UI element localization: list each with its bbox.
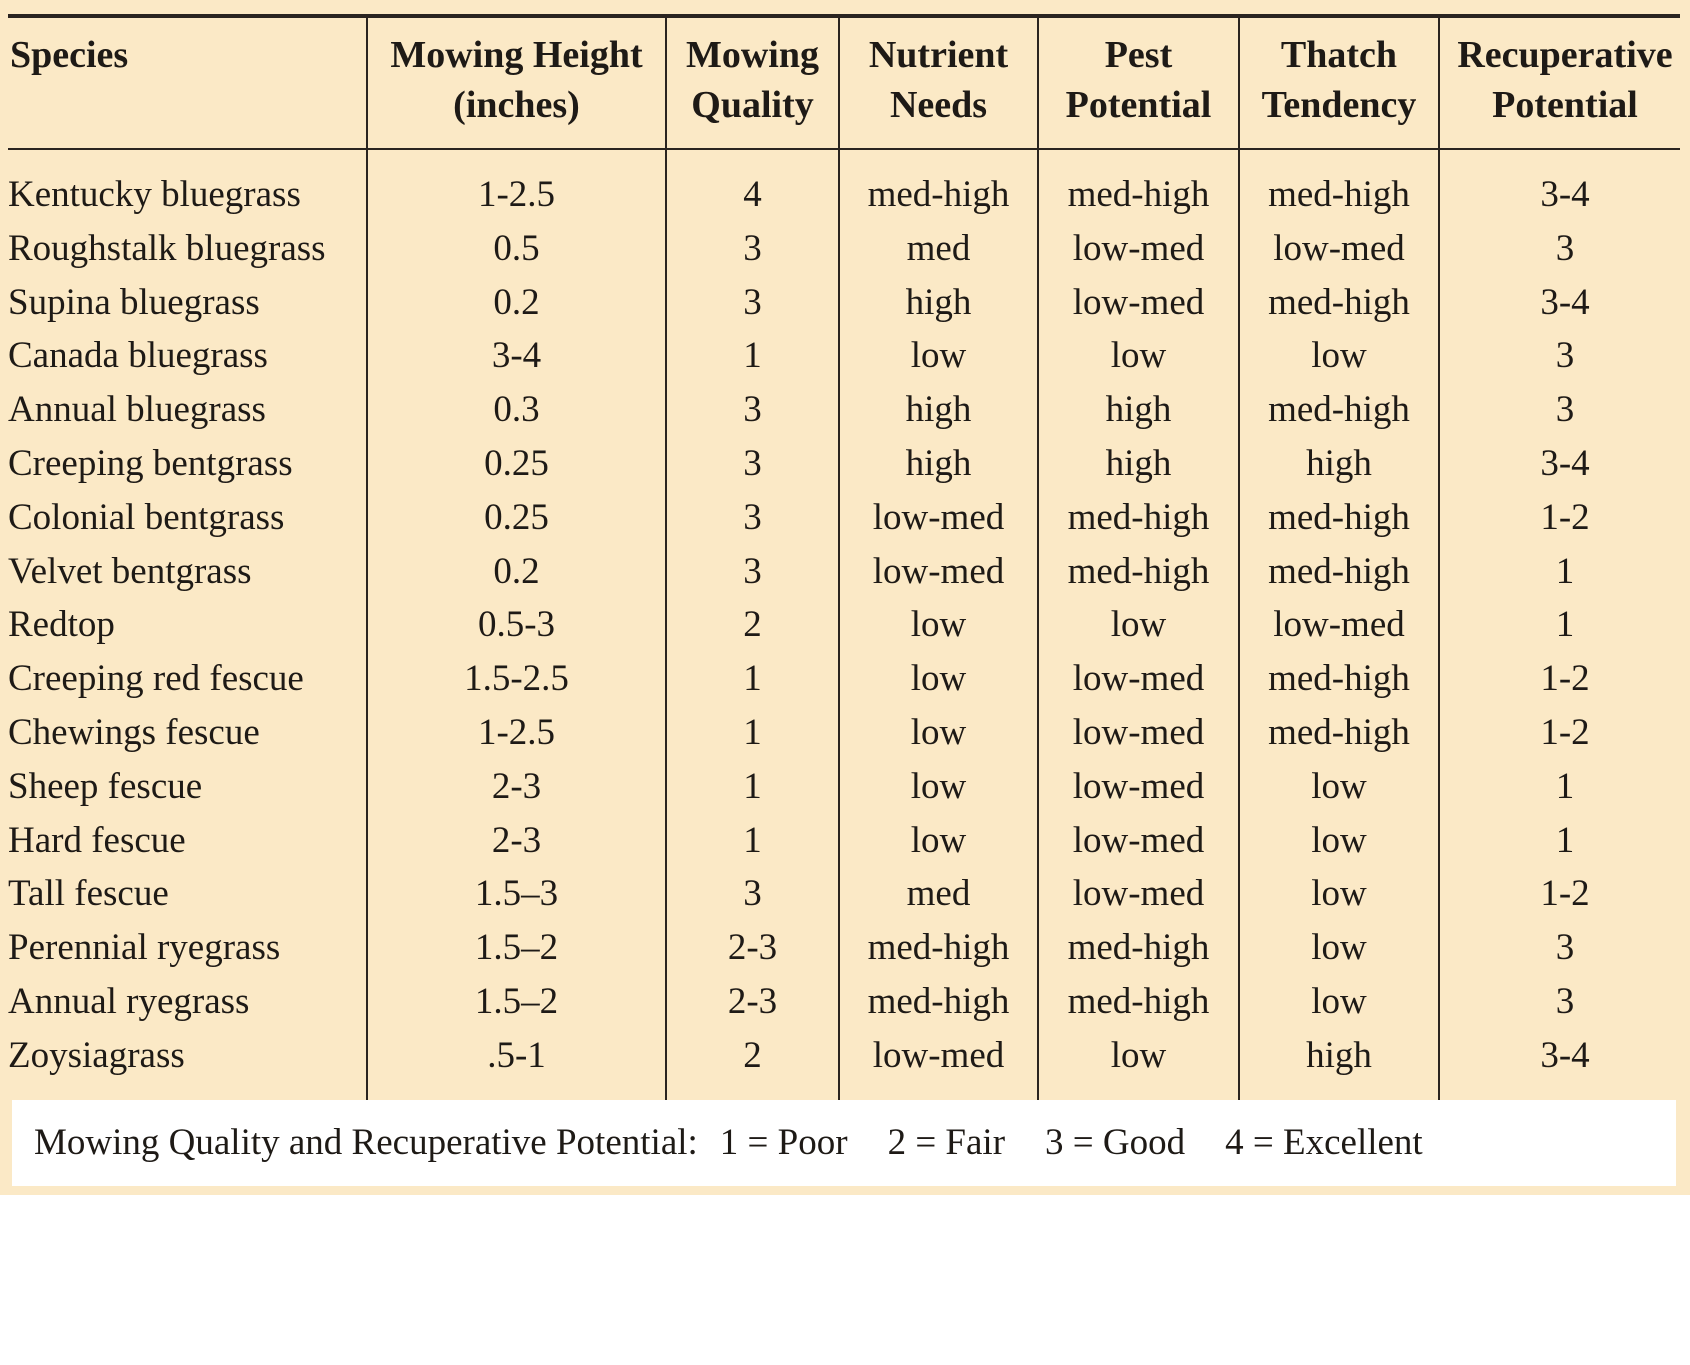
cell-mowing-quality: 1	[743, 658, 762, 700]
cell-species: Perennial ryegrass	[8, 927, 281, 969]
footnote-item: 2 = Fair	[887, 1122, 1006, 1163]
cell-mowing-quality: 2-3	[727, 981, 778, 1022]
table-row	[0, 437, 1690, 491]
cell-mowing-height: 3-4	[491, 335, 542, 377]
footnote	[34, 1116, 1423, 1170]
cell-species: Creeping red fescue	[8, 658, 304, 700]
cell-pest-potential: low-med	[1072, 765, 1205, 807]
cell-species: Supina bluegrass	[8, 281, 260, 323]
cell-recuperative-potential: 1	[1555, 765, 1575, 807]
cell-nutrient-needs: low	[910, 765, 967, 807]
cell-mowing-quality: 1	[743, 335, 762, 377]
cell-species: Colonial bentgrass	[8, 496, 285, 538]
cell-nutrient-needs: low-med	[872, 496, 1005, 538]
cell-mowing-height: .5-1	[487, 1034, 546, 1076]
cell-pest-potential: med-high	[1067, 174, 1210, 215]
cell-mowing-height: 0.5-3	[477, 604, 556, 646]
cell-recuperative-potential: 3	[1555, 335, 1575, 377]
cell-pest-potential: high	[1105, 443, 1172, 484]
cell-thatch-tendency: med-high	[1268, 550, 1410, 592]
cell-nutrient-needs: low	[910, 335, 967, 377]
cell-nutrient-needs: low-med	[872, 1034, 1005, 1076]
cell-nutrient-needs: high	[905, 389, 972, 431]
header-pest-potential: Pest Potential	[1065, 34, 1212, 126]
table-row	[0, 1029, 1690, 1083]
cell-thatch-tendency: low-med	[1273, 604, 1405, 646]
header-thatch-tendency: Thatch Tendency	[1261, 34, 1417, 126]
table-row	[0, 545, 1690, 599]
cell-nutrient-needs: low	[910, 819, 967, 861]
table-row	[0, 652, 1690, 706]
cell-thatch-tendency: low-med	[1273, 227, 1405, 269]
cell-recuperative-potential: 1-2	[1540, 496, 1590, 538]
table-row	[0, 168, 1690, 222]
cell-species: Roughstalk bluegrass	[8, 227, 326, 269]
footnote-box	[12, 1100, 1676, 1186]
header-nutrient-needs: Nutrient Needs	[868, 34, 1009, 126]
cell-recuperative-potential: 1	[1555, 604, 1575, 646]
cell-mowing-quality: 1	[743, 765, 762, 807]
cell-thatch-tendency: low	[1311, 873, 1367, 915]
cell-species: Velvet bentgrass	[8, 550, 252, 592]
table-row	[0, 598, 1690, 652]
cell-mowing-height: 1.5-2.5	[464, 658, 569, 700]
cell-recuperative-potential: 3	[1555, 389, 1575, 431]
cell-thatch-tendency: low	[1311, 927, 1367, 969]
cell-species: Tall fescue	[8, 873, 169, 915]
footnote-item: 3 = Good	[1045, 1122, 1186, 1163]
table-row	[0, 706, 1690, 760]
cell-mowing-height: 2-3	[491, 765, 542, 807]
table-row	[0, 867, 1690, 921]
cell-mowing-height: 0.5	[493, 227, 540, 269]
cell-pest-potential: low-med	[1072, 819, 1205, 861]
cell-mowing-height: 1.5–3	[474, 873, 559, 915]
cell-thatch-tendency: high	[1306, 443, 1372, 484]
cell-recuperative-potential: 3-4	[1540, 281, 1590, 323]
cell-recuperative-potential: 3-4	[1540, 174, 1590, 215]
cell-mowing-height: 1-2.5	[477, 712, 556, 753]
cell-mowing-height: 0.2	[493, 550, 540, 592]
table-row	[0, 760, 1690, 814]
cell-nutrient-needs: med-high	[867, 981, 1010, 1022]
cell-nutrient-needs: med-high	[867, 174, 1010, 215]
cell-species: Zoysiagrass	[8, 1034, 185, 1076]
cell-thatch-tendency: med-high	[1268, 281, 1410, 323]
header-species: Species	[10, 34, 129, 76]
cell-species: Chewings fescue	[8, 712, 260, 753]
table-row	[0, 814, 1690, 868]
cell-species: Annual ryegrass	[8, 981, 250, 1022]
cell-mowing-quality: 3	[743, 873, 762, 915]
header-mowing-height: Mowing Height (inches)	[390, 34, 643, 126]
header-recuperative-potential: Recuperative Potential	[1457, 34, 1673, 126]
cell-pest-potential: low-med	[1072, 658, 1205, 700]
cell-species: Redtop	[8, 604, 115, 646]
cell-mowing-height: 0.3	[493, 389, 540, 431]
cell-nutrient-needs: low	[910, 604, 967, 646]
table-top-rule	[8, 14, 1680, 18]
cell-species: Canada bluegrass	[8, 335, 268, 377]
cell-mowing-quality: 1	[743, 819, 762, 861]
cell-thatch-tendency: low	[1311, 765, 1367, 807]
cell-recuperative-potential: 3	[1555, 227, 1575, 269]
cell-pest-potential: med-high	[1067, 550, 1210, 592]
cell-species: Kentucky bluegrass	[8, 174, 301, 215]
table-row	[0, 276, 1690, 330]
cell-recuperative-potential: 3-4	[1540, 443, 1590, 484]
cell-nutrient-needs: low	[910, 658, 967, 700]
cell-species: Creeping bentgrass	[8, 443, 293, 484]
cell-mowing-quality: 4	[743, 174, 762, 215]
table-row	[0, 975, 1690, 1029]
cell-species: Hard fescue	[8, 819, 186, 861]
cell-thatch-tendency: high	[1306, 1034, 1372, 1076]
cell-mowing-height: 1.5–2	[474, 927, 559, 969]
cell-pest-potential: low-med	[1072, 281, 1205, 323]
cell-nutrient-needs: low-med	[872, 550, 1005, 592]
footnote-label: Mowing Quality and Recuperative Potential:	[34, 1122, 698, 1163]
cell-thatch-tendency: low	[1311, 335, 1367, 377]
cell-nutrient-needs: low	[910, 712, 967, 753]
cell-mowing-height: 1.5–2	[474, 981, 559, 1022]
cell-recuperative-potential: 1-2	[1540, 712, 1590, 753]
cell-nutrient-needs: med	[906, 227, 971, 269]
cell-mowing-quality: 3	[743, 443, 762, 484]
cell-pest-potential: low	[1110, 335, 1167, 377]
cell-thatch-tendency: med-high	[1268, 389, 1410, 431]
cell-species: Annual bluegrass	[8, 389, 266, 431]
cell-recuperative-potential: 3-4	[1540, 1034, 1590, 1076]
cell-mowing-height: 0.2	[493, 281, 540, 323]
table-row	[0, 491, 1690, 545]
header-mowing-quality: Mowing Quality	[686, 34, 819, 126]
cell-pest-potential: low-med	[1072, 712, 1205, 753]
cell-mowing-height: 0.25	[484, 443, 549, 484]
cell-nutrient-needs: high	[905, 281, 972, 323]
cell-recuperative-potential: 1	[1555, 550, 1575, 592]
table-header-rule	[8, 148, 1680, 150]
cell-pest-potential: med-high	[1067, 927, 1210, 969]
cell-pest-potential: high	[1105, 389, 1172, 431]
cell-mowing-height: 1-2.5	[477, 174, 556, 215]
table-row	[0, 383, 1690, 437]
cell-mowing-quality: 3	[743, 281, 762, 323]
table-row	[0, 222, 1690, 276]
cell-recuperative-potential: 1-2	[1540, 658, 1590, 700]
cell-species: Sheep fescue	[8, 765, 203, 807]
cell-nutrient-needs: med	[906, 873, 971, 915]
cell-recuperative-potential: 1-2	[1540, 873, 1590, 915]
cell-recuperative-potential: 1	[1555, 819, 1575, 861]
cell-mowing-quality: 3	[743, 496, 762, 538]
cell-mowing-quality: 2	[743, 1034, 762, 1076]
cell-nutrient-needs: high	[905, 443, 972, 484]
cell-mowing-quality: 1	[743, 712, 762, 753]
cell-pest-potential: low	[1110, 1034, 1167, 1076]
cell-thatch-tendency: med-high	[1268, 174, 1410, 215]
cell-mowing-quality: 3	[743, 227, 762, 269]
footnote-item: 4 = Excellent	[1225, 1122, 1423, 1163]
cell-pest-potential: med-high	[1067, 496, 1210, 538]
cell-mowing-height: 0.25	[484, 496, 549, 538]
cell-thatch-tendency: low	[1311, 819, 1367, 861]
cell-recuperative-potential: 3	[1555, 927, 1575, 969]
cell-pest-potential: low	[1110, 604, 1167, 646]
table-row	[0, 921, 1690, 975]
cell-mowing-quality: 3	[743, 389, 762, 431]
cell-pest-potential: med-high	[1067, 981, 1210, 1022]
cell-thatch-tendency: med-high	[1268, 712, 1410, 753]
cell-pest-potential: low-med	[1072, 873, 1205, 915]
cell-thatch-tendency: med-high	[1268, 658, 1410, 700]
cell-nutrient-needs: med-high	[867, 927, 1010, 969]
cell-mowing-height: 2-3	[491, 819, 542, 861]
footnote-item: 1 = Poor	[719, 1122, 848, 1163]
cell-pest-potential: low-med	[1072, 227, 1205, 269]
cell-mowing-quality: 3	[743, 550, 762, 592]
cell-thatch-tendency: med-high	[1268, 496, 1410, 538]
cell-mowing-quality: 2-3	[727, 927, 778, 969]
cell-thatch-tendency: low	[1311, 981, 1367, 1022]
table-row	[0, 329, 1690, 383]
cell-mowing-quality: 2	[743, 604, 762, 646]
cell-recuperative-potential: 3	[1555, 981, 1575, 1022]
